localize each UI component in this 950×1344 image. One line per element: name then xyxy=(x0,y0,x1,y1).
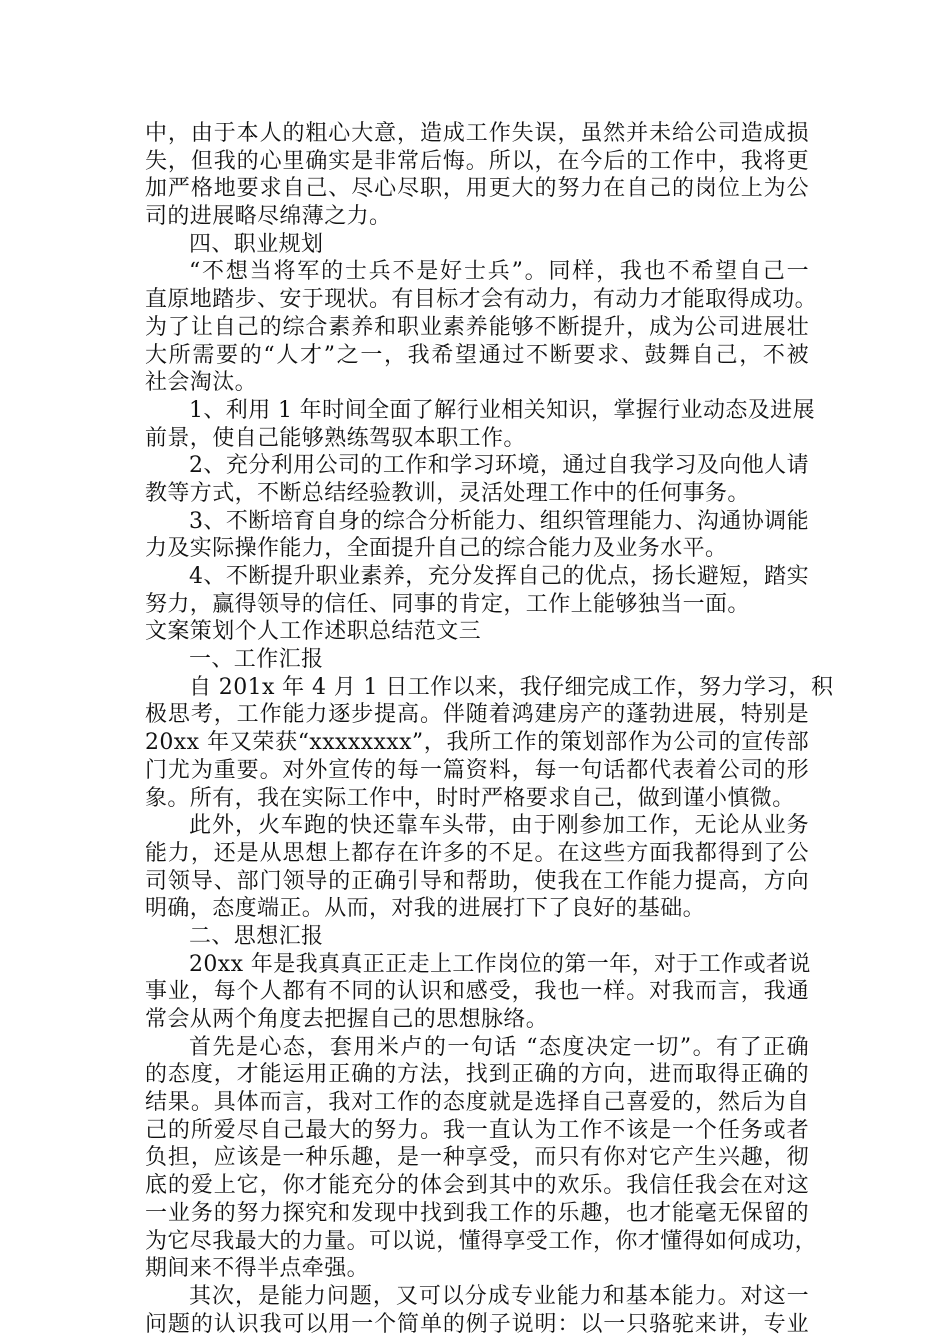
document-body xyxy=(145,120,834,1338)
text-line: 社会淘汰。 xyxy=(145,370,258,396)
text-line: 力及实际操作能力，全面提升自己的综合能力及业务水平。 xyxy=(145,536,728,562)
text-line: 1、利用 1 年时间全面了解行业相关知识，掌握行业动态及进展 xyxy=(189,397,815,423)
text-line: 其次，是能力问题，又可以分成专业能力和基本能力。对这一 xyxy=(189,1283,809,1309)
text-line: 为了让自己的综合素养和职业素养能够不断提升，成为公司进展壮 xyxy=(145,314,809,340)
text-line: 文案策划个人工作述职总结范文三 xyxy=(145,619,482,645)
text-line: 大所需要的“人才”之一，我希望通过不断要求、鼓舞自己，不被 xyxy=(145,342,809,368)
text-line: 加严格地要求自己、尽心尽职，用更大的努力在自己的岗位上为公 xyxy=(145,176,809,202)
text-line: 负担，应该是一种乐趣，是一种享受，而只有你对它产生兴趣，彻 xyxy=(145,1145,809,1171)
text-line: 问题的认识我可以用一个简单的例子说明：以一只骆驼来讲，专业 xyxy=(145,1311,809,1337)
text-line: 20xx 年是我真真正正走上工作岗位的第一年，对于工作或者说 xyxy=(189,951,811,977)
text-line: 直原地踏步、安于现状。有目标才会有动力，有动力才能取得成功。 xyxy=(145,287,818,313)
text-line: 事业，每个人都有不同的认识和感受，我也一样。对我而言，我通 xyxy=(145,979,809,1005)
text-line: 底的爱上它，你才能充分的体会到其中的欢乐。我信任我会在对这 xyxy=(145,1173,809,1199)
text-line: 自 201x 年 4 月 1 日工作以来，我仔细完成工作，努力学习，积 xyxy=(189,674,834,700)
text-line: 极思考，工作能力逐步提高。伴随着鸿建房产的蓬勃进展，特别是 xyxy=(145,702,809,728)
text-line: 司领导、部门领导的正确引导和帮助，使我在工作能力提高，方向 xyxy=(145,868,809,894)
text-line: 象。所有，我在实际工作中，时时严格要求自己，做到谨小慎微。 xyxy=(145,785,795,811)
text-line: 结果。具体而言，我对工作的态度就是选择自己喜爱的，然后为自 xyxy=(145,1090,809,1116)
text-line: 期间来不得半点牵强。 xyxy=(145,1256,370,1282)
text-line: 教等方式，不断总结经验教训，灵活处理工作中的任何事务。 xyxy=(145,480,750,506)
text-line: 门尤为重要。对外宣传的每一篇资料，每一句话都代表着公司的形 xyxy=(145,757,809,783)
text-line: 常会从两个角度去把握自己的思想脉络。 xyxy=(145,1007,549,1032)
text-line: 司的进展略尽绵薄之力。 xyxy=(145,204,392,230)
text-line: 四、职业规划 xyxy=(189,231,324,257)
text-line: 一业务的努力探究和发现中找到我工作的乐趣，也才能毫无保留的 xyxy=(145,1200,809,1226)
text-line: 明确，态度端正。从而，对我的进展打下了良好的基础。 xyxy=(145,896,706,922)
text-line: 为它尽我最大的力量。可以说，懂得享受工作，你才懂得如何成功， xyxy=(145,1228,818,1254)
text-line: 二、思想汇报 xyxy=(189,923,324,949)
text-line: 4、不断提升职业素养，充分发挥自己的优点，扬长避短，踏实 xyxy=(189,564,809,589)
text-line: 此外，火车跑的快还靠车头带，由于刚参加工作，无论从业务 xyxy=(189,813,809,839)
text-line: 中，由于本人的粗心大意，造成工作失误，虽然并未给公司造成损 xyxy=(145,121,809,146)
text-line: 前景，使自己能够熟练驾驭本职工作。 xyxy=(145,425,526,451)
text-line: 努力，赢得领导的信任、同事的肯定，工作上能够独当一面。 xyxy=(145,591,750,617)
text-line: 2、充分利用公司的工作和学习环境，通过自我学习及向他人请 xyxy=(189,453,809,479)
text-line: 己的所爱尽自己最大的努力。我一直认为工作不该是一个任务或者 xyxy=(145,1117,809,1143)
text-line: 失，但我的心里确实是非常后悔。所以，在今后的工作中，我将更 xyxy=(145,148,809,174)
text-line: 20xx 年又荣获“xxxxxxxx”，我所工作的策划部作为公司的宣传部 xyxy=(145,730,809,756)
text-line: 一、工作汇报 xyxy=(189,647,324,673)
text-line: 3、不断培育自身的综合分析能力、组织管理能力、沟通协调能 xyxy=(189,508,809,534)
text-line: 首先是心态，套用米卢的一句话 “态度决定一切”。有了正确 xyxy=(189,1034,809,1060)
text-line: 能力，还是从思想上都存在许多的不足。在这些方面我都得到了公 xyxy=(145,840,809,866)
text-line: “不想当将军的士兵不是好士兵”。同样，我也不希望自己一 xyxy=(189,259,809,285)
text-line: 的态度，才能运用正确的方法，找到正确的方向，进而取得正确的 xyxy=(145,1062,809,1088)
